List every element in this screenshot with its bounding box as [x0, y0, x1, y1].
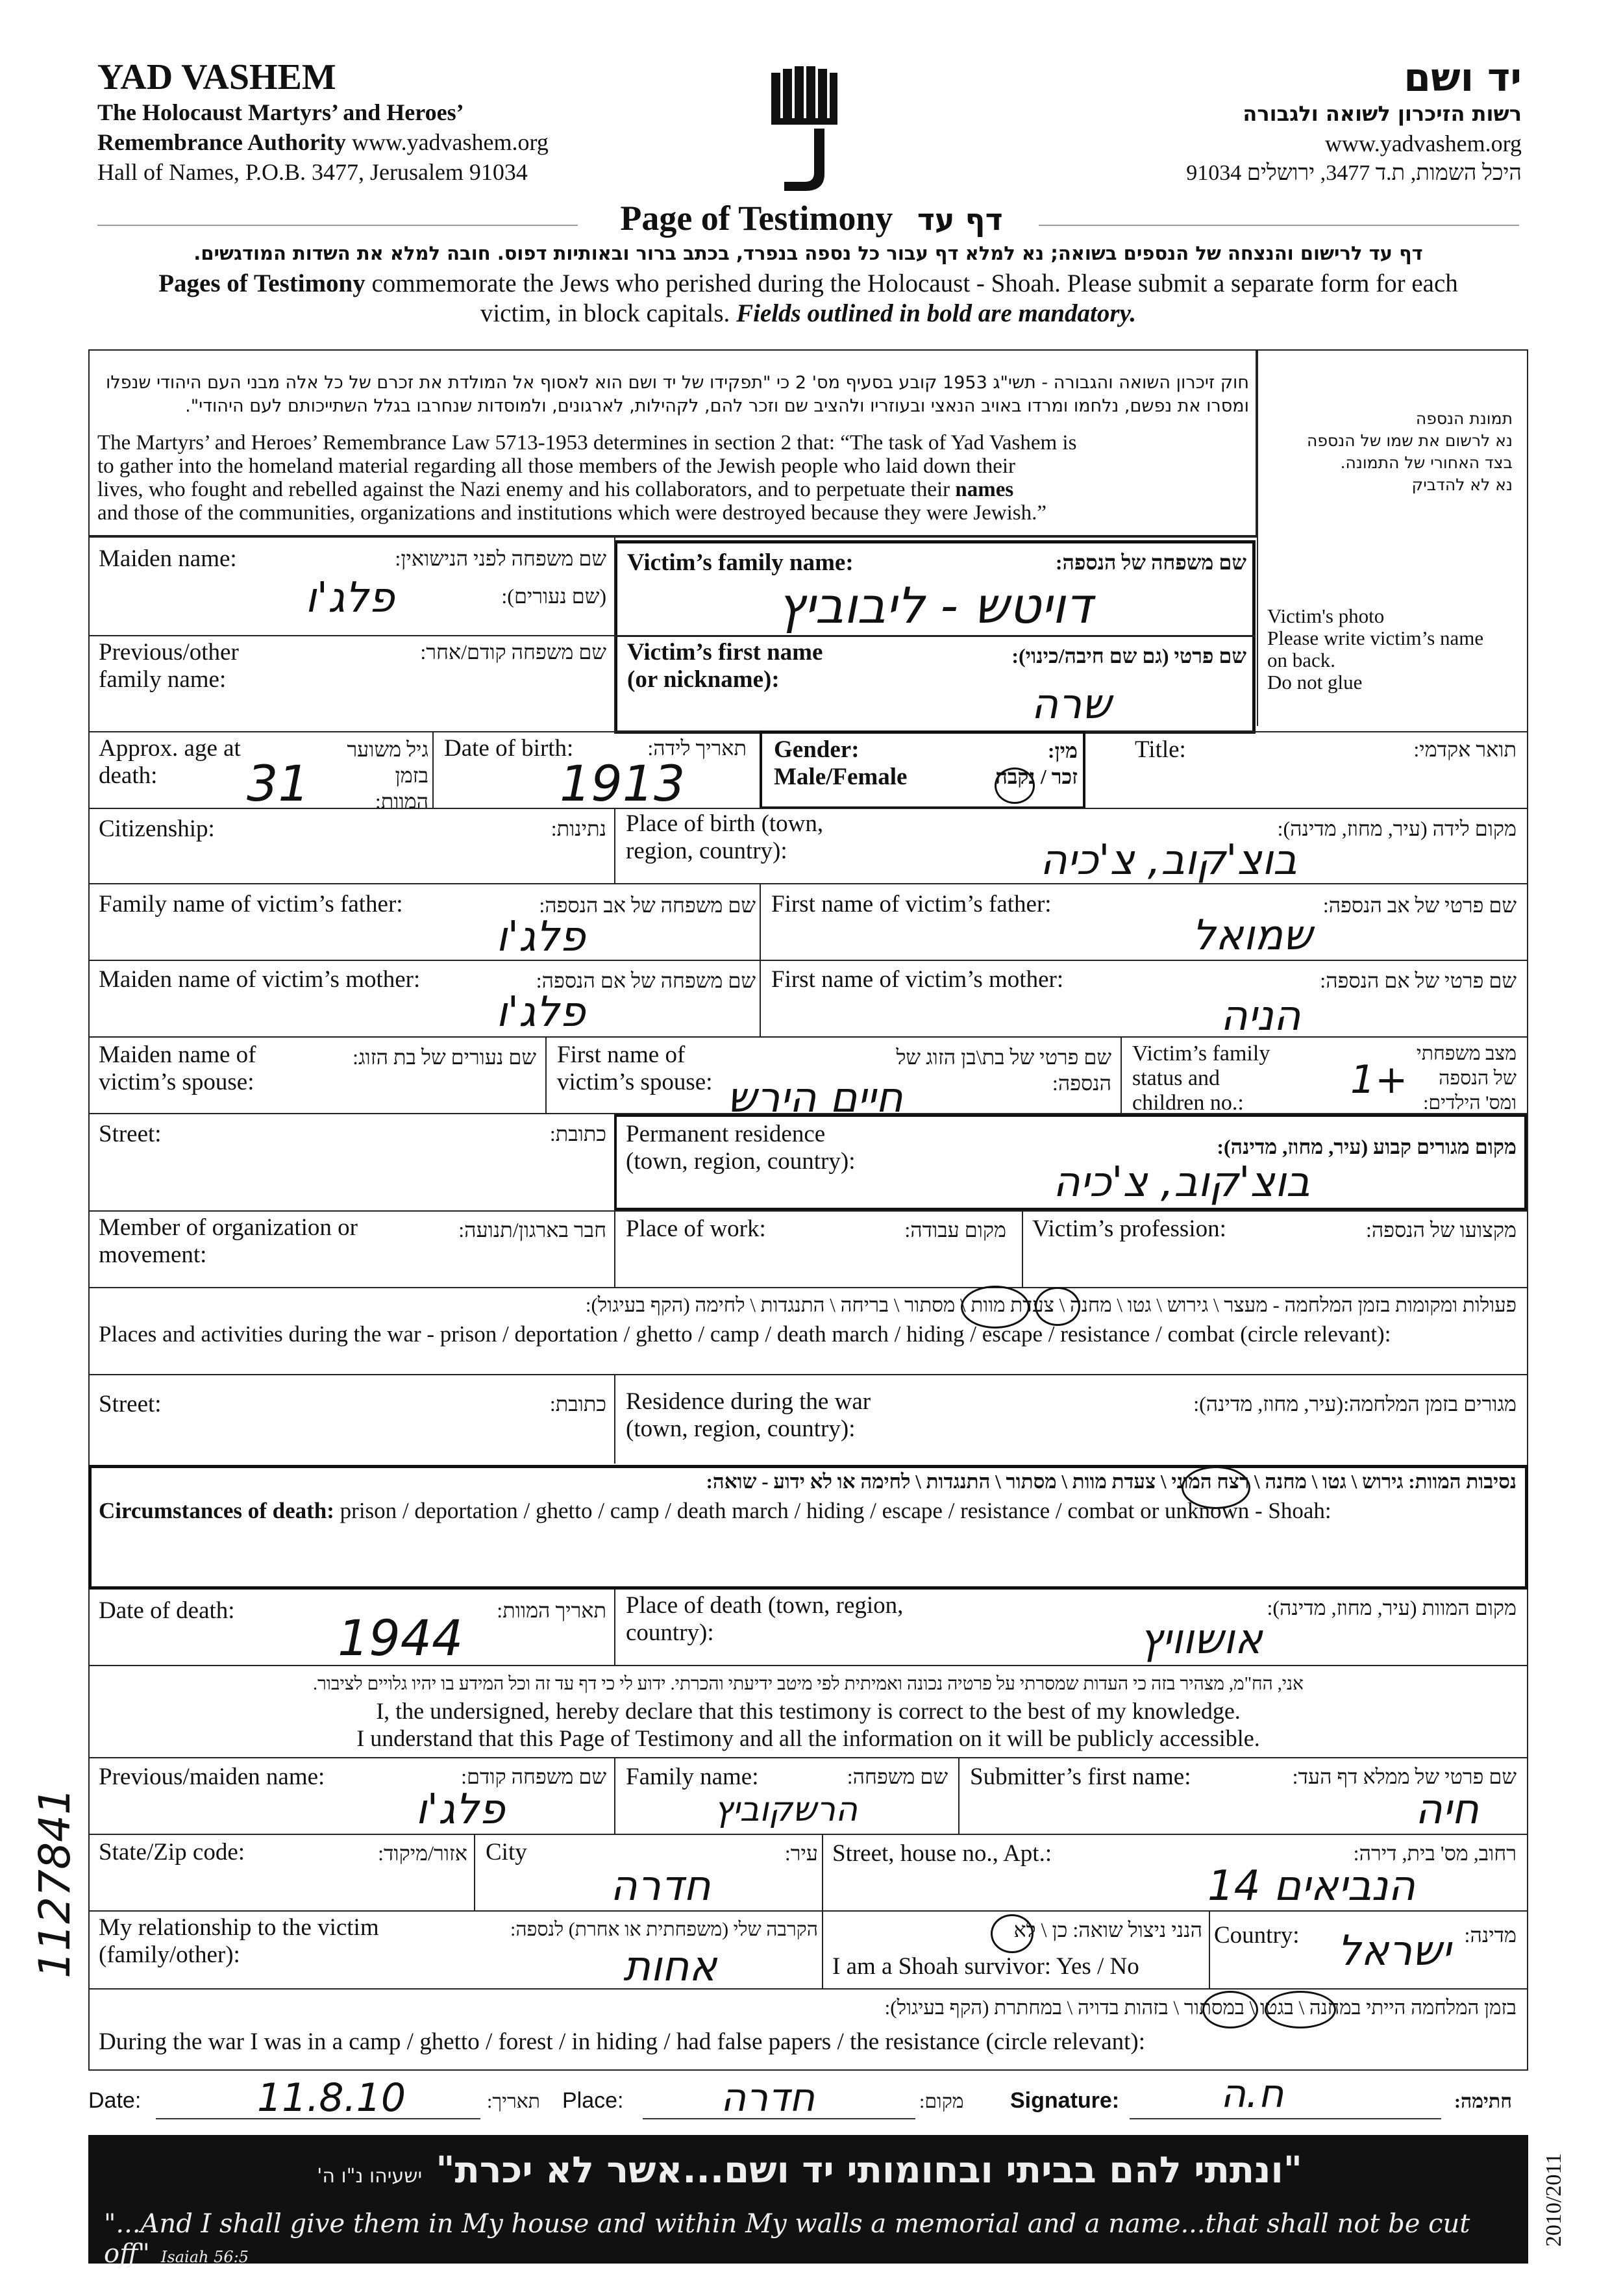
war-place-label-he: בזמן המלחמה הייתי במחנה \ בגטו \ במסתור \ בזהות בדויה \ במחתרת (הקף בעיגול):	[884, 1996, 1517, 2019]
age-value[interactable]: 31	[247, 755, 310, 812]
intro-en-bold: Pages of Testimony	[158, 269, 365, 297]
activity-ghetto-circle[interactable]	[1035, 1287, 1080, 1326]
zip-label: State/Zip code:	[99, 1839, 245, 1866]
age-label-he-2: המוות:	[375, 790, 428, 813]
war-residence-label-1: Residence during the war	[626, 1388, 871, 1415]
footer-cite-he: ישעיהו נ"ו ה'	[317, 2165, 423, 2188]
col-divider	[958, 1757, 960, 1834]
age-label	[99, 735, 241, 790]
previous-family-label-1: Previous/other	[99, 639, 239, 666]
death-place-label-1: Place of death (town, region,	[626, 1592, 904, 1619]
law-he-line1: חוק זיכרון השואה והגבורה - תשי"ג 1953 קובע בסעיף מס' 2 כי "תפקידו של יד ושם הוא לאסוף אל המולדת את זכרם של כל אלה מבני העם היהודי שנפלו	[106, 373, 1249, 393]
law-en	[97, 431, 1249, 525]
row-divider	[88, 1988, 1528, 1990]
photo-he-1: תמונת הנספה	[1415, 409, 1513, 428]
yad-vashem-logo	[769, 64, 840, 200]
place-label: Place:	[562, 2088, 624, 2113]
maiden-name-label-he: שם משפחה לפני הנישואין:	[395, 547, 606, 570]
father-first-label-he: שם פרטי של אב הנספה:	[1322, 893, 1517, 917]
city-label: City	[486, 1839, 527, 1866]
photo-divider	[1257, 349, 1258, 726]
age-label-he-1: גיל משוער בזמן	[347, 738, 428, 787]
submitter-camp-circle[interactable]	[1265, 1991, 1336, 2028]
street-submitter-label: Street, house no., Apt.:	[832, 1840, 1052, 1867]
dob-label: Date of birth:	[444, 735, 574, 762]
spouse-maiden-label-1: Maiden name of	[99, 1042, 256, 1068]
footer-quote-en: "...And I shall give them in My house and within My walls a memorial and a name...that shall not be cut off"	[104, 2209, 1470, 2269]
org-address-he: היכל השמות, ת.ד 3477, ירושלים 91034	[1186, 161, 1522, 185]
date-label: Date:	[88, 2088, 142, 2113]
country-value[interactable]: ישראל	[1337, 1927, 1451, 1975]
father-family-value[interactable]: פלג'ו	[496, 913, 586, 961]
law-en-names: names	[955, 478, 1014, 501]
citizenship-label: Citizenship:	[99, 816, 215, 842]
date-value[interactable]: 11.8.10	[257, 2075, 406, 2121]
mother-maiden-label-he: שם משפחה של אם הנספה:	[536, 969, 756, 992]
city-label-he: עיר:	[784, 1841, 818, 1865]
col-divider	[614, 1210, 615, 1287]
maiden-name-label: Maiden name:	[99, 545, 237, 572]
father-first-label: First name of victim’s father:	[771, 891, 1052, 917]
death-camp-circle[interactable]	[1182, 1466, 1250, 1509]
gender-female-circle[interactable]	[995, 767, 1035, 804]
birthplace-value[interactable]: בוצ'קוב, צ'כיה	[1039, 836, 1298, 884]
row-divider	[88, 635, 614, 636]
street-submitter-value[interactable]: הנביאים 14	[1208, 1862, 1416, 1910]
photo-he-4: נא לא להדביק	[1411, 475, 1513, 494]
footer-quote-he-row	[112, 2149, 1507, 2191]
margin-number-text: 1127841	[30, 1788, 80, 1978]
title-label: Title:	[1135, 736, 1186, 763]
page-title-en: Page of Testimony	[620, 199, 893, 238]
death-place-value[interactable]: אושוויץ	[1139, 1616, 1263, 1664]
law-he-line2: ומסרו את נפשם, נלחמו ומרדו באויב הנאצי ובעוזריו ולהציב שם וזכר להם, לקהילות, לארגונים, ולמוסדות שנחרבו בגלל השתייכותם לעם היהודי".	[185, 396, 1249, 416]
organization-label	[99, 1214, 358, 1269]
submitter-family-label: Family name:	[626, 1764, 759, 1790]
photo-he-2: נא לרשום את שמו של הנספה	[1307, 431, 1513, 450]
death-circ-label-he: נסיבות המוות: גירוש \ גטו \ מחנה \ רצח המוני \ צעדת מוות \ מסתור \ התנגדות \ לחימה או לא ידוע - שואה:	[706, 1470, 1517, 1493]
father-family-label: Family name of victim’s father:	[99, 891, 403, 917]
age-label-he	[312, 736, 428, 814]
row-divider	[88, 1834, 1528, 1835]
relation-label-2: (family/other):	[99, 1941, 240, 1968]
place-label-he: מקום:	[919, 2091, 964, 2112]
title-rule-right	[1039, 225, 1519, 226]
mother-maiden-value[interactable]: פלג'ו	[496, 988, 586, 1036]
country-label-he: מדינה:	[1464, 1923, 1517, 1947]
spouse-first-label-he-1: שם פרטי של בת\בן הזוג של	[896, 1045, 1111, 1069]
header-he	[937, 57, 1522, 188]
signature-label-he: חתימה:	[1454, 2091, 1512, 2112]
war-street-label-he: כתובת:	[549, 1392, 606, 1416]
first-name-label-1: Victim’s first name	[627, 639, 823, 666]
death-date-value[interactable]: 1944	[338, 1609, 464, 1667]
photo-en-4: Do not glue	[1267, 671, 1363, 693]
col-divider	[822, 1910, 823, 1988]
spouse-first-label-1: First name of	[557, 1042, 686, 1068]
previous-family-label	[99, 639, 239, 693]
row-divider	[88, 536, 1257, 538]
row-divider	[614, 635, 1256, 637]
country-label: Country:	[1214, 1922, 1300, 1949]
profession-label-he: מקצועו של הנספה:	[1365, 1218, 1517, 1242]
declaration-en-2: I understand that this Page of Testimony and all the information on it will be publicly accessible.	[356, 1725, 1260, 1751]
org-subtitle-he: רשות הזיכרון לשואה ולגבורה	[1243, 101, 1522, 126]
law-en-line4: and those of the communities, organizations and institutions which were destroyed because they were Jewish.”	[97, 501, 1047, 525]
org-subtitle-en: The Holocaust Martyrs’ and Heroes’	[97, 99, 464, 125]
col-divider	[1022, 1210, 1023, 1287]
title-label-he: תואר אקדמי:	[1413, 738, 1517, 761]
birthplace-label-1: Place of birth (town,	[626, 810, 824, 837]
mother-maiden-label: Maiden name of victim’s mother:	[99, 966, 421, 993]
organization-label-1: Member of organization or	[99, 1214, 358, 1241]
gender-label-1: Gender:	[774, 736, 860, 763]
col-divider	[474, 1834, 475, 1910]
signature-label: Signature:	[1010, 2088, 1120, 2113]
death-date-label: Date of death:	[99, 1597, 235, 1624]
organization-label-he: חבר בארגון/תנועה:	[458, 1218, 606, 1242]
spouse-first-label-he-2: הנספה:	[1052, 1071, 1111, 1095]
activity-camp-circle[interactable]	[961, 1286, 1030, 1329]
profession-label: Victim’s profession:	[1032, 1216, 1226, 1242]
page-title-he: דף עד	[917, 202, 1003, 237]
death-place-label	[626, 1592, 903, 1647]
relation-value[interactable]: אחות	[623, 1943, 717, 1991]
submitter-first-label-he: שם פרטי של ממלא דף העד:	[1292, 1765, 1517, 1788]
family-name-value[interactable]: דויטש - ליבוביץ	[777, 577, 1093, 634]
col-divider	[1209, 1910, 1210, 1988]
date-label-he: תאריך:	[487, 2091, 540, 2112]
intro-en-line2: victim, in block capitals.	[480, 299, 730, 327]
birthplace-label	[626, 810, 823, 865]
maiden-name-value[interactable]: פלג'ו	[305, 574, 395, 622]
row-divider	[88, 1665, 1528, 1666]
family-status-value[interactable]: 1+	[1350, 1057, 1408, 1103]
signature-value[interactable]: ח.ה	[1220, 2071, 1284, 2117]
previous-family-label-2: family name:	[99, 666, 227, 693]
gender-label-he-1: מין:	[1047, 739, 1078, 762]
dob-label-he: תאריך לידה:	[647, 736, 747, 760]
footer-banner	[88, 2135, 1528, 2269]
family-status-label-1: Victim’s family	[1132, 1042, 1270, 1066]
col-divider	[432, 731, 434, 808]
law-en-line2: to gather into the homeland material regarding all those members of the Jewish people who laid down their	[97, 455, 1016, 478]
zip-label-he: אזור/מיקוד:	[378, 1841, 467, 1865]
family-status-label-2: status and	[1132, 1066, 1220, 1090]
spouse-maiden-label	[99, 1042, 256, 1096]
first-name-value[interactable]: שרה	[1031, 680, 1111, 729]
col-divider	[614, 808, 615, 883]
father-family-label-he: שם משפחה של אב הנספה:	[539, 893, 756, 917]
declaration-en	[97, 1697, 1519, 1752]
survivor-no-circle[interactable]	[991, 1914, 1034, 1953]
submitter-first-label: Submitter’s first name:	[970, 1764, 1191, 1790]
spouse-first-label-2: victim’s spouse:	[557, 1069, 713, 1095]
col-divider	[1121, 1036, 1122, 1113]
submitter-first-value[interactable]: חיה	[1415, 1786, 1479, 1834]
submitter-prev-value[interactable]: פלג'ו	[415, 1786, 505, 1834]
previous-family-label-he: שם משפחה קודם/אחר:	[420, 640, 606, 664]
submitter-family-label-he: שם משפחה:	[847, 1765, 948, 1788]
submitter-prev-label-he: שם משפחה קודם:	[461, 1765, 606, 1788]
workplace-label-he: מקום עבודה:	[904, 1218, 1006, 1242]
photo-instructions-en	[1267, 605, 1514, 693]
row-divider	[88, 883, 1528, 884]
org-url-en: www.yadvashem.org	[351, 129, 549, 155]
residence-label-he: מקום מגורים קבוע (עיר, מחוז, מדינה):	[1217, 1135, 1517, 1158]
war-street-label: Street:	[99, 1391, 162, 1417]
mother-first-label: First name of victim’s mother:	[771, 966, 1064, 993]
row-divider	[88, 1910, 1528, 1912]
submitter-family-value[interactable]: הרשקוביץ	[714, 1790, 858, 1829]
family-status-label-he	[1402, 1042, 1517, 1116]
death-place-label-2: country):	[626, 1619, 714, 1646]
footer-quote-he: "ונתתי להם בביתי ובחומותי יד ושם...אשר לא יכרת"	[436, 2149, 1302, 2191]
first-name-label-he: שם פרטי (גם שם חיבה/כינוי):	[1011, 644, 1246, 668]
col-divider	[614, 536, 615, 734]
row-divider	[88, 1374, 1528, 1375]
margin-number	[26, 1721, 84, 2045]
death-circ-label-en-text: prison / deportation / ghetto / camp / death march / hiding / escape / resistance / combat or unknown - Shoah:	[334, 1498, 1331, 1523]
footer-quote-en-row	[104, 2209, 1500, 2269]
gender-label	[774, 736, 907, 791]
signature-line	[1130, 2118, 1441, 2119]
family-status-label-he-1: מצב משפחתי	[1416, 1043, 1517, 1064]
family-status-label-he-3: ומס' הילדים:	[1423, 1092, 1517, 1114]
first-name-label-2: (or nickname):	[627, 666, 780, 693]
title-rule-left	[97, 225, 578, 226]
row-divider	[88, 1287, 1528, 1288]
organization-label-2: movement:	[99, 1242, 207, 1268]
gender-label-2: Male/Female	[774, 764, 908, 790]
col-divider	[822, 1834, 823, 1910]
footer-cite-en: Isaiah 56:5	[160, 2248, 249, 2266]
residence-value[interactable]: בוצ'קוב, צ'כיה	[1052, 1158, 1311, 1206]
workplace-label: Place of work:	[626, 1216, 766, 1242]
residence-label	[626, 1121, 855, 1175]
activities-label-he: פעולות ומקומות בזמן המלחמה - מעצר \ גירוש \ גטו \ מחנה \ צעדת מוות \ מסתור \ בריחה \ התנגדות \ לחימה (הקף בעיגול):	[585, 1293, 1517, 1316]
spouse-maiden-label-2: victim’s spouse:	[99, 1069, 254, 1095]
intro-en-italic: Fields outlined in bold are mandatory.	[736, 299, 1137, 327]
war-residence-label-2: (town, region, country):	[626, 1416, 856, 1442]
residence-label-2: (town, region, country):	[626, 1148, 856, 1175]
birthplace-label-2: region, country):	[626, 838, 787, 864]
death-circ-label-en	[99, 1497, 1331, 1525]
row-divider	[88, 1757, 1528, 1758]
org-subtitle-en-2: Remembrance Authority	[97, 129, 346, 155]
street-submitter-label-he: רחוב, מס' בית, דירה:	[1353, 1841, 1517, 1865]
family-name-label: Victim’s family name:	[627, 549, 854, 576]
maiden-name-label-he2: (שם נעורים):	[501, 584, 606, 608]
citizenship-label-he: נתינות:	[551, 817, 606, 840]
footer-year-wrap	[1535, 2136, 1574, 2264]
row-divider	[88, 1210, 1528, 1212]
col-divider	[614, 1374, 615, 1464]
father-first-value[interactable]: שמואל	[1192, 912, 1313, 960]
col-divider	[614, 1590, 615, 1665]
declaration-he: אני, הח"מ, מצהיר בזה כי העדות שמסרתי על פרטיה נכונה ואמיתית לפי מיטב ידיעתי והכרתי. ידוע לי כי דף עד זה וכל המידע בו יהיו גלויים לציבור.	[313, 1674, 1304, 1694]
photo-instructions-he	[1259, 408, 1513, 496]
intro-he: דף עד לרישום והנצחה של הנספים בשואה; נא למלא דף עבור כל נספה בנפרד, בכתב ברור ובאותיות דפוס. חובה למלא את השדות המודגשים.	[193, 242, 1423, 264]
law-en-line3: lives, who fought and rebelled against the Nazi enemy and his collaborators, and to perpetuate their	[97, 478, 950, 501]
mother-first-value[interactable]: הניה	[1220, 992, 1301, 1040]
activities-label-en: Places and activities during the war - prison / deportation / ghetto / camp / death march / hiding / escape / resistance / combat (circle relevant):	[99, 1321, 1391, 1347]
law-en-line1: The Martyrs’ and Heroes’ Remembrance Law 5713-1953 determines in section 2 that: “The task of Yad Vashem is	[97, 431, 1077, 455]
spouse-first-label	[557, 1042, 712, 1096]
law-he	[97, 371, 1249, 418]
family-name-label-he: שם משפחה של הנספה:	[1055, 551, 1246, 574]
dob-value[interactable]: 1913	[560, 755, 686, 812]
org-name-en: YAD VASHEM	[97, 57, 336, 97]
footer-year: 2010/2011	[1542, 2152, 1566, 2247]
col-divider	[545, 1036, 547, 1113]
header-en	[97, 57, 682, 187]
org-url-he: www.yadvashem.org	[1325, 131, 1522, 156]
gender-label-he-2: זכר / נקבה	[995, 765, 1078, 788]
birthplace-label-he: מקום לידה (עיר, מחוז, מדינה):	[1277, 817, 1517, 840]
war-place-label-en: During the war I was in a camp / ghetto / forest / in hiding / had false papers / the resistance (circle relevant):	[99, 2028, 1146, 2055]
photo-en-2: Please write victim’s name	[1267, 627, 1484, 649]
family-status-label-3: children no.:	[1132, 1091, 1244, 1115]
death-date-label-he: תאריך המוות:	[497, 1599, 606, 1622]
org-name-he: יד ושם	[1404, 55, 1522, 101]
row-divider	[88, 1036, 1528, 1038]
age-label-1: Approx. age at	[99, 735, 241, 762]
war-residence-label-he: מגורים בזמן המלחמה:(עיר, מחוז, מדינה):	[1193, 1392, 1517, 1416]
mother-first-label-he: שם פרטי של אם הנספה:	[1320, 969, 1517, 992]
relation-label-he: הקרבה שלי (משפחתית או אחרת) לנספה:	[510, 1919, 818, 1940]
photo-en-1: Victim's photo	[1267, 605, 1385, 627]
city-value[interactable]: חדרה	[610, 1862, 711, 1910]
row-divider	[88, 960, 1528, 961]
intro-en	[97, 269, 1519, 329]
col-divider	[614, 1757, 615, 1834]
first-name-label	[627, 639, 823, 693]
street-label-he: כתובת:	[549, 1122, 606, 1145]
family-status-label	[1132, 1042, 1270, 1116]
row-divider	[88, 808, 1528, 809]
survivor-label-en: I am a Shoah survivor: Yes / No	[832, 1953, 1139, 1980]
photo-en-3: on back.	[1267, 649, 1336, 671]
death-circ-label-en-bold: Circumstances of death:	[99, 1498, 334, 1523]
age-label-2: death:	[99, 762, 158, 789]
place-value[interactable]: חדרה	[721, 2075, 815, 2121]
intro-en-text: commemorate the Jews who perished during the Holocaust - Shoah. Please submit a separate form for each	[365, 269, 1458, 297]
survivor-label-he: הנני ניצול שואה: כן \ לא	[1013, 1918, 1202, 1941]
relation-label	[99, 1914, 379, 1969]
war-residence-label	[626, 1388, 871, 1443]
submitter-prev-label: Previous/maiden name:	[99, 1764, 325, 1790]
death-place-label-he: מקום המוות (עיר, מחוז, מדינה):	[1267, 1596, 1517, 1619]
submitter-ghetto-circle[interactable]	[1202, 1991, 1258, 2028]
street-label: Street:	[99, 1121, 162, 1147]
relation-label-1: My relationship to the victim	[99, 1914, 379, 1941]
photo-he-3: בצד האחורי של התמונה.	[1340, 453, 1513, 472]
family-status-label-he-2: של הנספה	[1439, 1067, 1517, 1089]
spouse-maiden-label-he: שם נעורים של בת הזוג:	[353, 1045, 536, 1069]
declaration-en-1: I, the undersigned, hereby declare that this testimony is correct to the best of my knowledge.	[376, 1698, 1241, 1724]
spouse-first-value[interactable]: חיים הירש	[727, 1074, 903, 1122]
page-title	[584, 197, 1039, 240]
org-address-en: Hall of Names, P.O.B. 3477, Jerusalem 91034	[97, 159, 528, 185]
residence-label-1: Permanent residence	[626, 1121, 826, 1147]
